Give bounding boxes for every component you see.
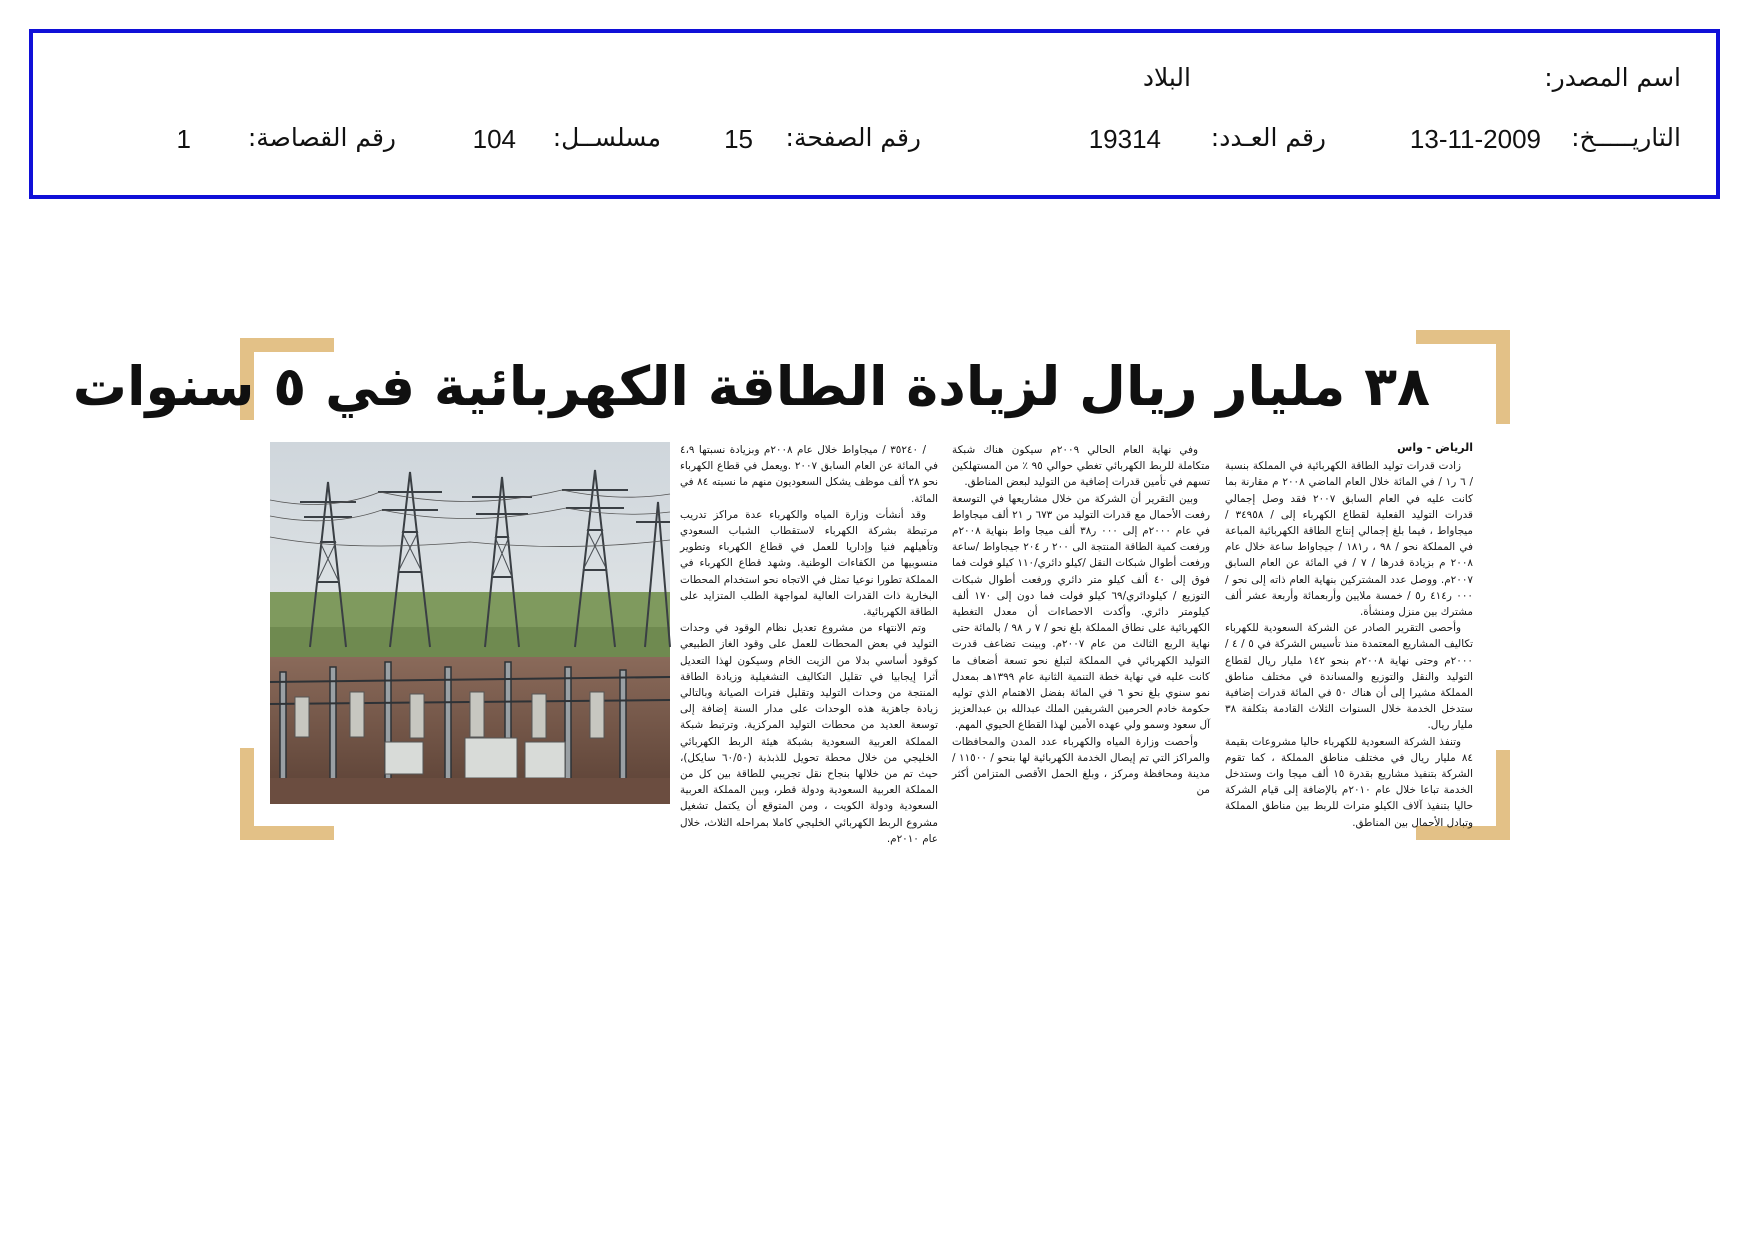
paragraph: وأحصى التقرير الصادر عن الشركة السعودية للكهرباء تكاليف المشاريع المعتمدة منذ تأسيس الشركة في ٥ / ٤ / ٢٠٠٠م وحتى نهاية ٢٠٠٨م بنحو ١٤٢ مليار ريال لقطاع التوليد والنقل والتوزيع والمساندة في مختلف مناطق المملكة مشيرا إلى أن هناك ٥٠ في المائة قدرات إضافية ستدخل الخدمة خلال السنوات الثلاث القادمة بتكلفة ٣٨ مليار ريال.: [1225, 622, 1474, 732]
paragraph: / ٣٥٢٤٠ / ميجاواط خلال عام ٢٠٠٨م وبزيادة نسبتها ٤،٩ في المائة عن العام السابق ٢٠٠٧ .ويعمل في قطاع الكهرباء نحو ٢٨ ألف موظف يشكل السعوديون منهم ما نسبته ٨٤ في المائة.: [680, 444, 938, 505]
issue-label: رقم العـدد:: [1210, 123, 1326, 152]
corner-bracket-bottom-left: [240, 826, 334, 840]
date-label: التاريـــــخ:: [1571, 123, 1681, 152]
date-value: 13-11-2009: [1409, 124, 1541, 154]
paragraph: وتنفذ الشركة السعودية للكهرباء حاليا مشروعات بقيمة ٨٤ مليار ريال في مختلف مناطق المملكة ، كما تقوم الشركة بتنفيذ مشاريع بقدرة ١٥ ألف ميجا وات وستدخل الخدمة تباعا خلال عام ٢٠١٠م بالإضافة إلى قيام الشركة حاليا بتنفيذ آلاف الكيلو مترات للربط بين مناطق المملكة وتبادل الأحمال بين المناطق.: [1225, 735, 1473, 829]
paragraph: وتم الانتهاء من مشروع تعديل نظام الوقود في وحدات التوليد في بعض المحطات للعمل على وقود الغاز الطبيعي كوقود أساسي بدلا من الزيت الخام وسيكون لهذا التعديل أثرا إيجابيا في تقليل التكاليف التشغيلية وزيادة الطاقة المنتجة من وحدات التوليد وتقليل فترات الصيانة وبالتالي زيادة جاهزية هذه الوحدات على مدار السنة إضافة إلى توسعة العديد من محطات التوليد المركزية. وترتبط شبكة المملكة العربية السعودية بشبكة هيئة الربط الكهربائي الخليجي من خلال محطة تحويل للذبذبة (٦٠/٥٠ سايكل)، حيث تم من خلالها بنجاح نقل تجريبي للطاقة بين كل من المملكة العربية السعودية ودولة قطر، وبين المملكة العربية السعودية ودولة الكويت ، ومن المتوقع أن يكتمل تشغيل مشروع الربط الكهربائي الخليجي كاملا بمراحله الثلاث، خلال عام ٢٠١٠م.: [680, 622, 939, 845]
article-column-3: [680, 442, 939, 845]
article-clipping: [72, 330, 1510, 845]
substation-photo: [270, 442, 670, 804]
paragraph: وأحصت وزارة المياه والكهرباء عدد المدن والمحافظات والمراكز التي تم إيصال الخدمة الكهربائية لها بنحو / ١١٥٠٠ / مدينة ومحافظة ومركز ، وبلغ الحمل الأقصى المتزامن أكثر من: [952, 735, 1211, 797]
page-label: رقم الصفحة:: [785, 123, 921, 152]
serial-value: 104: [472, 124, 516, 154]
paragraph: زادت قدرات توليد الطاقة الكهربائية في المملكة بنسبة / ٦ ر١ / في المائة خلال العام الماضي ٢٠٠٨ م مقارنة بما كانت عليه في العام السابق ٢٠٠٧ فقد وصل إجمالي قدرات التوليد الفعلية لقطاع الكهرباء إلى / ٣٤٩٥٨ / ميجاواط ، فيما بلغ إجمالي إنتاج الطاقة الكهربائية المباعة في المملكة نحو / ٩٨ ، ر١٨١ / جيجاواط ساعة خلال عام ٢٠٠٨ م بزيادة قدرها / ٧ / في المائة عن العام السابق ٢٠٠٧م. ووصل عدد المشتركين بنهاية العام ذاته إلى نحو / ٠٠٠ ر٤١٤ ر٥ / خمسة ملايين وأربعمائة وأربعة عشر ألف مشترك بين منزل ومنشأة.: [1225, 460, 1474, 619]
substation-photo-illustration: [270, 442, 670, 804]
paragraph: وفي نهاية العام الحالي ٢٠٠٩م سيكون هناك شبكة متكاملة للربط الكهربائي تغطي حوالي ٩٥ ٪ من المستهلكين تسهم في تأمين قدرات إضافية من التوليد لبعض المناطق.: [952, 444, 1210, 489]
clipping-metadata-box: [29, 29, 1720, 199]
clip-number-value: 1: [176, 124, 191, 154]
corner-bracket-bottom-right-v: [1496, 750, 1510, 840]
page-value: 15: [724, 124, 753, 154]
article-dateline: الرياض - واس: [1397, 441, 1473, 454]
corner-bracket-top-right-v: [1496, 330, 1510, 424]
article-headline: ٣٨ مليار ريال لزيادة الطاقة الكهربائية في ٥ سنوات: [72, 355, 1430, 418]
paragraph: وقد أنشأت وزارة المياه والكهرباء عدة مراكز تدريب مرتبطة بشركة الكهرباء لاستقطاب الشباب السعودي وتأهيلهم فنيا وإداريا للعمل في قطاع الكهرباء وتطوير منسوبيها من الكفاءات الوطنية. وشهد قطاع الكهرباء في المملكة تطورا نوعيا تمثل في الاتجاه نحو استخدام المحطات البخارية ذات القدرات العالية لمواجهة الطلب المتزايد على الطاقة الكهربائية.: [680, 508, 938, 619]
article-column-2: [952, 442, 1210, 832]
clip-number-label: رقم القصاصة:: [247, 123, 396, 152]
source-label: اسم المصدر:: [1544, 63, 1681, 92]
paragraph: وبين التقرير أن الشركة من خلال مشاريعها في التوسعة رفعت الأحمال مع قدرات التوليد من ٦٧٣ ر ٢١ ألف ميجاواط في عام ٢٠٠٠م إلى ٠٠٠ ر٣٨ ألف ميجا واط بنهاية ٢٠٠٨م ورفعت كمية الطاقة المنتجة الى ٢٠٠ ر ٢٠٤ جيجاواط /ساعة ورفعت أطوال شبكات النقل /كيلو دائري/١١٠ كيلو فولت فما فوق إلى ٤٠ ألف كيلو متر دائري ورفعت أطوال شبكات التوزيع / كيلودائري/٦٩ كيلو فولت فما دون إلى ١٧٠ ألف كيلومتر دائري. وأكدت الاحصاءات أن معدل التغطية الكهربائية على نطاق المملكة بلغ نحو / ٧ ر ٩٨ / بالمائة حتى نهاية الربع الثالث من عام ٢٠٠٧م. وبينت تضاعف قدرت التوليد الكهربائي في المملكة لتبلغ نحو تسعة أضعاف ما كانت عليه في نهاية خطة التنمية الثانية عام ١٣٩٩هـ بمعدل نمو سنوي بلغ نحو ٦ في المائة بفضل الاهتمام الذي توليه حكومة خادم الحرمين الشريفين الملك عبدالله بن عبدالعزيز آل سعود وسمو ولي عهده الأمين لهذا القطاع الحيوي المهم.: [952, 492, 1211, 732]
corner-bracket-top-left: [240, 338, 334, 352]
article-column-1: [1225, 440, 1473, 830]
source-value: البلاد: [1142, 63, 1191, 92]
serial-label: مسلســل:: [552, 123, 661, 152]
issue-value: 19314: [1088, 124, 1161, 154]
corner-bracket-bottom-left-v: [240, 748, 254, 840]
